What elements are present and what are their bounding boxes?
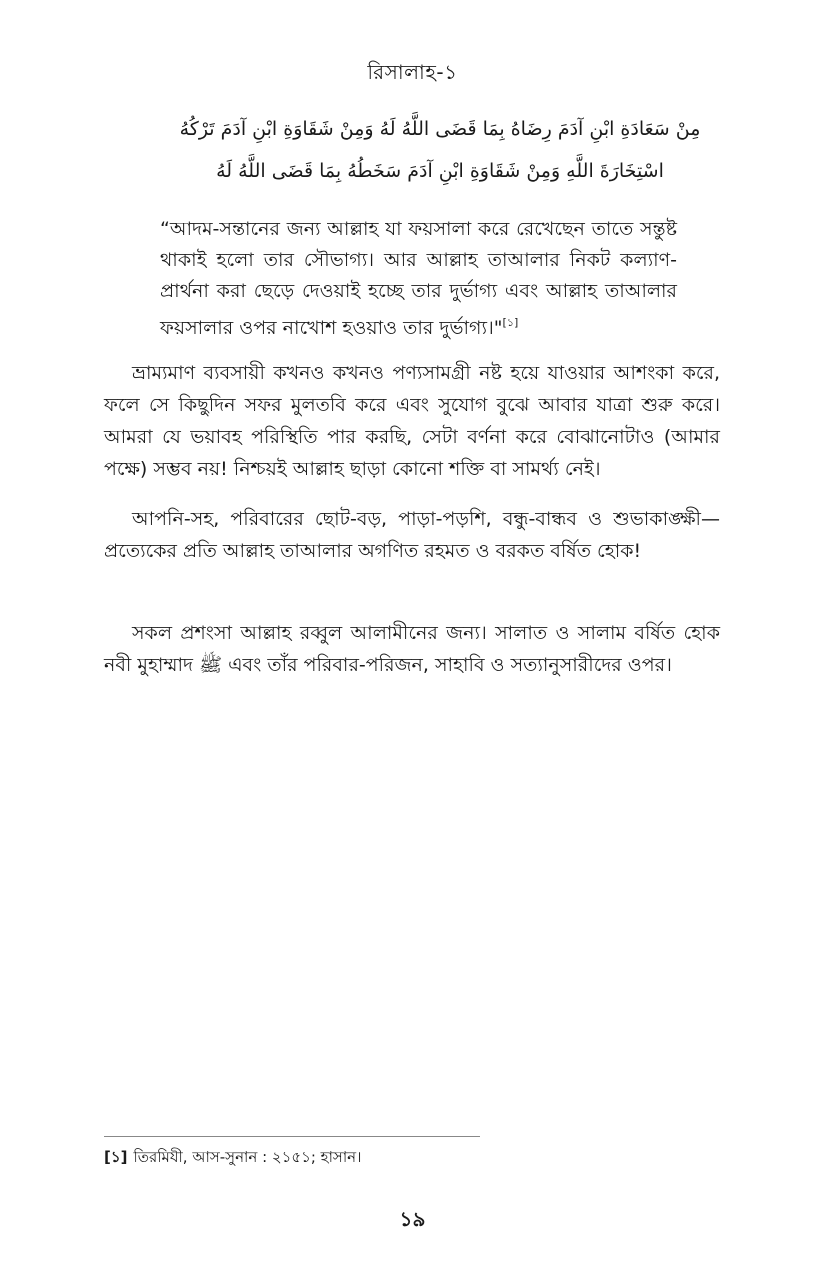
footnote-reference[interactable]: [১] <box>502 316 519 329</box>
hadith-translation-text: “আদম-সন্তানের জন্য আল্লাহ যা ফয়সালা করে রেখেছেন তাতে সন্তুষ্ট থাকাই হলো তার সৌভাগ্য। আর আল্লাহ তাআলার নিকট কল্যাণ-প্রার্থনা করা ছেড়ে দেওয়াই হচ্ছে তার দুর্ভাগ্য এবং আল্লাহ তাআলার ফয়সালার ওপর নাখোশ হওয়াও তার দুর্ভাগ্য।" <box>160 218 677 339</box>
body-paragraph-2: আপনি-সহ, পরিবারের ছোট-বড়, পাড়া-পড়শি, বন্ধু-বান্ধব ও শুভাকাঙ্ক্ষী— প্রত্যেকের প্রতি আল্লাহ তাআলার অগণিত রহমত ও বরকত বর্ষিত হোক! <box>104 508 720 562</box>
hadith-arabic-line-1: مِنْ سَعَادَةِ ابْنِ آدَمَ رِضَاهُ بِمَا قَضَى اللَّهُ لَهُ وَمِنْ شَقَاوَةِ ابْنِ آدَمَ تَرْكُهُ <box>179 118 701 140</box>
footnote-text: তিরমিযী, আস-সুনান : ২১৫১; হাসান। <box>133 1148 362 1166</box>
footnote-divider <box>104 1136 480 1137</box>
body-paragraph-3: সকল প্রশংসা আল্লাহ রব্বুল আলামীনের জন্য। সালাত ও সালাম বর্ষিত হোক নবী মুহাম্মাদ ﷺ এবং তাঁর পরিবার-পরিজন, সাহাবি ও সত্যানুসারীদের ওপর। <box>104 622 720 676</box>
hadith-arabic-line-2: اسْتِخَارَةَ اللَّهِ وَمِنْ شَقَاوَةِ ابْنِ آدَمَ سَخَطُهُ بِمَا قَضَى اللَّهُ لَهُ <box>216 160 664 182</box>
hadith-translation <box>160 214 677 344</box>
running-header: রিসালাহ-১ <box>367 60 458 84</box>
body-paragraph-1: ভ্রাম্যমাণ ব্যবসায়ী কখনও কখনও পণ্যসামগ্রী নষ্ট হয়ে যাওয়ার আশংকা করে, ফলে সে কিছুদিন সফর মুলতবি করে এবং সুযোগ বুঝে আবার যাত্রা শুরু করে। আমরা যে ভয়াবহ পরিস্থিতি পার করছি, সেটা বর্ণনা করে বোঝানোটাও (আমার পক্ষে) সম্ভব নয়! নিশ্চয়ই আল্লাহ ছাড়া কোনো শক্তি বা সামর্থ্য নেই। <box>104 362 720 480</box>
footnote-marker: [১] <box>104 1148 128 1166</box>
page-number: ১৯ <box>399 1207 426 1231</box>
footnote <box>104 1146 720 1171</box>
